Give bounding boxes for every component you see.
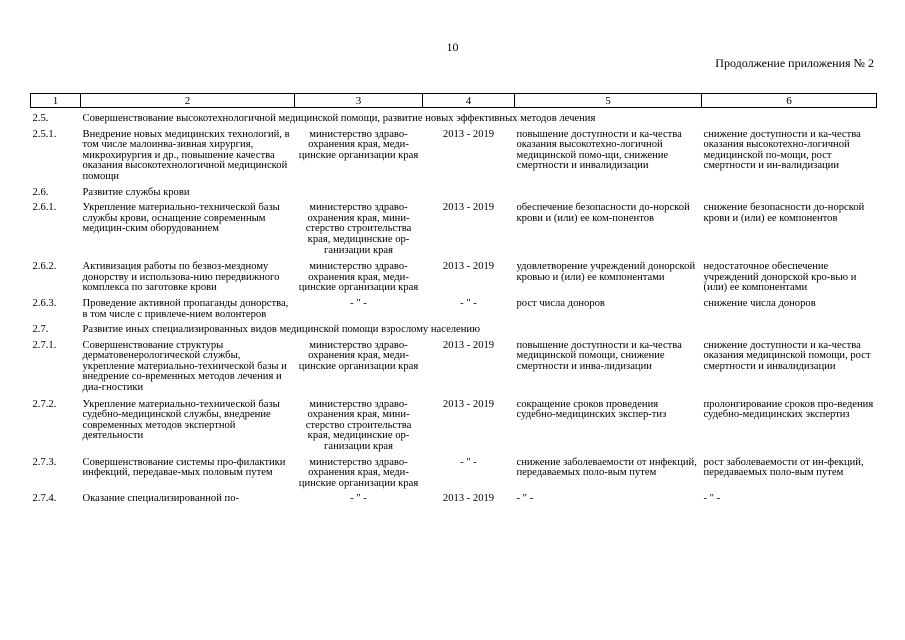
measure-cell: Укрепление материально-технической базы службы крови, оснащение современным медицин-ским оборудованием: [82, 202, 280, 235]
consequence-cell: снижение доступности и ка-чества оказания высокотехно-логичной медицинской по-мощи, рост смертности и ин-валидизации: [703, 128, 861, 172]
table-row: [31, 130, 877, 183]
executor-cell: министерство здраво-охранения края, мини-стерство строительства края, медицинские ор-ганизации края: [305, 398, 412, 453]
consequence-cell: снижение безопасности до-норской крови и (или) ее компонентов: [703, 202, 865, 224]
period-cell: - " -: [460, 456, 477, 468]
consequence-cell: рост заболеваемости от ин-фекций, передаваемых поло-вым путем: [703, 456, 864, 479]
table-row: [31, 203, 877, 256]
measure-cell: Проведение активной пропаганды донорства, в том числе с привлече-нием волонтеров: [82, 297, 289, 320]
column-header-5: 5: [515, 94, 702, 108]
executor-cell: министерство здраво-охранения края, меди-цинские организации края: [298, 339, 419, 372]
consequence-cell: - " -: [703, 493, 721, 505]
table-row: [31, 458, 877, 490]
result-cell: рост числа доноров: [516, 297, 605, 309]
section-row: [31, 188, 877, 199]
result-cell: повышение доступности и ка-чества медицинской помощи, снижение смертности и инва-лидизации: [516, 339, 682, 372]
result-cell: сокращение сроков проведения судебно-медицинских экспер-тиз: [516, 398, 667, 421]
consequence-cell: недостаточное обеспечение учреждений донорской кро-вью и (или) ее компонентами: [703, 261, 857, 294]
row-number: 2.7.4.: [32, 493, 57, 505]
section-row: [31, 325, 877, 336]
section-title: Совершенствование высокотехнологичной медицинской помощи, развитие новых эффективных методов лечения: [82, 113, 596, 124]
executor-cell: - " -: [350, 493, 367, 505]
result-cell: повышение доступности и ка-чества оказания высокотехно-логичной медицинской помо-щи, снижение смертности и инвалидизации: [516, 128, 682, 172]
table-row: [31, 262, 877, 294]
consequence-cell: пролонгирование сроков про-ведения судебно-медицинских экспертиз: [703, 398, 874, 421]
row-number: 2.6.1.: [32, 202, 57, 214]
executor-cell: министерство здраво-охранения края, меди-цинские организации края: [298, 261, 419, 294]
executor-cell: министерство здраво-охранения края, меди-цинские организации края: [298, 456, 419, 489]
table-row: [31, 400, 877, 453]
section-title: Развитие службы крови: [82, 186, 190, 198]
measures-table: [30, 93, 877, 505]
consequence-cell: снижение числа доноров: [703, 297, 816, 309]
executor-cell: министерство здраво-охранения края, мини-стерство строительства края, медицинские ор-ганизации края: [305, 202, 412, 256]
table-row: [31, 494, 877, 505]
result-cell: снижение заболеваемости от инфекций, передаваемых поло-вым путем: [516, 456, 697, 479]
result-cell: обеспечение безопасности до-норской крови и (или) ее ком-понентов: [516, 202, 690, 224]
row-number: 2.6.: [32, 186, 49, 198]
period-cell: 2013 - 2019: [442, 261, 495, 273]
period-cell: 2013 - 2019: [442, 128, 495, 140]
row-number: 2.6.2.: [32, 261, 57, 273]
period-cell: 2013 - 2019: [442, 398, 495, 410]
row-number: 2.5.1.: [32, 128, 57, 140]
table-row: [31, 299, 877, 320]
measure-cell: Внедрение новых медицинских технологий, в том числе малоинва-зивная хирургия, микрохирургия и др., повышение качества оказания высокотехнологичной медицинской помощи: [82, 128, 290, 182]
column-header-2: 2: [81, 94, 295, 108]
appendix-continuation-label: Продолжение приложения № 2: [715, 56, 874, 70]
measure-cell: Активизация работы по безвоз-мездному донорству и использова-нию передвижного комплекса по заготовке крови: [82, 261, 280, 294]
row-number: 2.7.: [32, 324, 49, 336]
page-number: 10: [446, 40, 459, 54]
measure-cell: Совершенствование системы про-филактики инфекций, передавае-мых половым путем: [82, 456, 286, 479]
measure-cell: Оказание специализированной по-: [82, 493, 240, 505]
column-header-6: 6: [702, 94, 877, 108]
result-cell: удовлетворение учреждений донорской кровью и (или) ее компонентами: [516, 261, 696, 283]
header-row: [31, 94, 877, 108]
result-cell: - " -: [516, 493, 534, 505]
row-number: 2.7.1.: [32, 339, 57, 351]
column-header-4: 4: [423, 94, 515, 108]
column-header-3: 3: [295, 94, 423, 108]
period-cell: 2013 - 2019: [442, 202, 495, 214]
table-row: [31, 341, 877, 394]
table-body: [31, 108, 877, 506]
executor-cell: - " -: [350, 297, 367, 309]
period-cell: 2013 - 2019: [442, 339, 495, 351]
section-row: [31, 114, 877, 125]
measure-cell: Совершенствование структуры дерматовенерологической службы, укрепление материально-технической базы и внедрение со-временных методов лечения и диа-гностики: [82, 339, 287, 394]
column-header-1: 1: [31, 94, 81, 108]
period-cell: - " -: [460, 297, 477, 309]
measure-cell: Укрепление материально-технической базы судебно-медицинской службы, внедрение современных методов экспертной деятельности: [82, 398, 280, 442]
consequence-cell: снижение доступности и ка-чества оказания медицинской помощи, рост смертности и инвалидизации: [703, 339, 871, 372]
row-number: 2.7.3.: [32, 456, 57, 468]
section-title: Развитие иных специализированных видов медицинской помощи взрослому населению: [82, 324, 481, 336]
row-number: 2.7.2.: [32, 398, 57, 410]
executor-cell: министерство здраво-охранения края, меди-цинские организации края: [298, 128, 419, 161]
period-cell: 2013 - 2019: [442, 493, 495, 505]
row-number: 2.5.: [32, 113, 49, 124]
row-number: 2.6.3.: [32, 297, 57, 309]
